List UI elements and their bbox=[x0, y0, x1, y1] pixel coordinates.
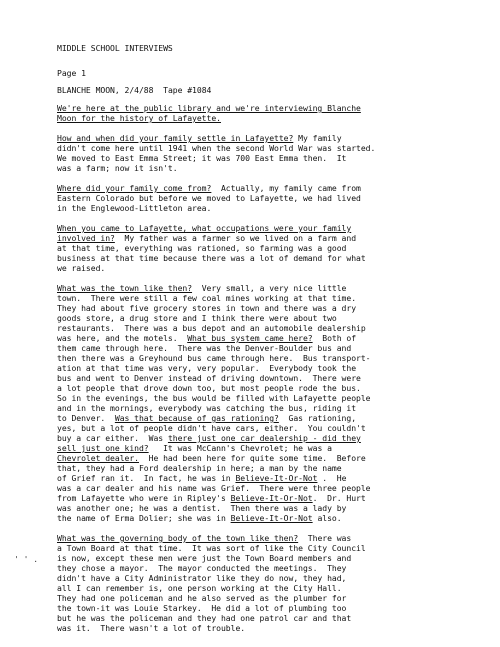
answer-text: buy a car either. Was bbox=[57, 433, 168, 443]
paragraph-line bbox=[57, 413, 356, 423]
paragraph-line bbox=[57, 333, 356, 343]
answer-text: Both of bbox=[312, 333, 357, 343]
paragraph-line: was another one; he was a dentist. Then there was a lady by bbox=[57, 503, 347, 513]
paragraph-line: a lot people that drove down too, but most people rode the bus. bbox=[57, 383, 361, 393]
answer-text: Gas rationing, bbox=[278, 413, 357, 423]
question-text: What was the town like then? bbox=[57, 283, 193, 293]
paragraph-line bbox=[57, 233, 356, 243]
answer-text: also. bbox=[312, 513, 342, 523]
page-number: Page 1 bbox=[57, 68, 86, 78]
question-text: How and when did your family settle in Lafayette? bbox=[57, 133, 294, 143]
paragraph-line bbox=[57, 513, 342, 523]
paragraph-line bbox=[57, 433, 361, 443]
question-text: What was the governing body of the town like then? bbox=[57, 533, 299, 543]
paragraph-line: goods store, a drug store and I think there were about two bbox=[57, 313, 337, 323]
answer-text: My father was a farmer so we lived on a farm and bbox=[114, 233, 357, 243]
paragraph-line: they chose a mayor. The mayor conducted the meetings. They bbox=[57, 563, 347, 573]
paragraph-line bbox=[57, 533, 351, 543]
answer-text: . Dr. Hurt bbox=[312, 493, 366, 503]
answer-text: He had been here for quite some time. Before bbox=[139, 453, 366, 463]
paragraph-line: Eastern Colorado but before we moved to Lafayette, we had lived bbox=[57, 193, 361, 203]
paragraph-line: at that time, everything was rationed, so farming was a good bbox=[57, 243, 347, 253]
paragraph-line: yes, but a lot of people didn't have cars, either. You couldn't bbox=[57, 423, 366, 433]
paragraph-line: ation at that time was very, very popular. Everybody took the bbox=[57, 363, 357, 373]
question-text: there just one car dealership - did they bbox=[167, 433, 361, 443]
answer-text: of Grief ran it. In fact, he was in bbox=[57, 473, 236, 483]
paragraph-line: They had about five grocery stores in town and there was a dry bbox=[57, 303, 357, 313]
paragraph-line bbox=[57, 443, 332, 453]
paragraph-line: was a farm; now it isn't. bbox=[57, 163, 178, 173]
paragraph-line: town. There were still a few coal mines working at that time. bbox=[57, 293, 357, 303]
paragraph-line: in the Englewood-Littleton area. bbox=[57, 203, 212, 213]
paragraph-line: and in the mornings, everybody was catching the bus, riding it bbox=[57, 403, 357, 413]
paragraph-line bbox=[57, 493, 366, 503]
paragraph-line: So in the evenings, the bus would be filled with Lafayette people bbox=[57, 393, 371, 403]
answer-text: to Denver. bbox=[57, 413, 115, 423]
answer-text: It was McCann's Chevrolet; he was a bbox=[148, 443, 332, 453]
paragraph-line bbox=[57, 283, 346, 293]
paragraph-line: business at that time because there was a lot of demand for what bbox=[57, 253, 366, 263]
answer-text: There was bbox=[298, 533, 352, 543]
tape-number: Tape #1084 bbox=[163, 85, 212, 95]
book-title: Believe-It-Or-Not bbox=[230, 493, 313, 503]
paragraph-line: that, they had a Ford dealership in here; a man by the name bbox=[57, 463, 342, 473]
interviewee-date: BLANCHE MOON, 2/4/88 bbox=[57, 85, 154, 95]
paragraph-line: but he was the policeman and they had one patrol car and that bbox=[57, 613, 352, 623]
paragraph-line: We moved to East Emma Street; it was 700 East Emma then. It bbox=[57, 153, 347, 163]
paragraph-line: didn't have a City Administrator like they do now, they had, bbox=[57, 573, 347, 583]
question-text: Was that because of gas rationing? bbox=[114, 413, 279, 423]
paragraph-line: bus and went to Denver instead of driving downtown. There were bbox=[57, 373, 361, 383]
intro-line: Moon for the history of Lafayette. bbox=[57, 113, 221, 123]
answer-text: from Lafayette who were in Ripley's bbox=[57, 493, 231, 503]
paragraph-line: a Town Board at that time. It was sort of like the City Council bbox=[57, 543, 366, 553]
answer-text: was here, and the motels. bbox=[57, 333, 188, 343]
answer-text: Very small, a very nice little bbox=[192, 283, 347, 293]
paragraph-line: them came through here. There was the Denver-Boulder bus and bbox=[57, 343, 352, 353]
paragraph-line bbox=[57, 133, 342, 143]
paragraph-line: didn't come here until 1941 when the second World War was started. bbox=[57, 143, 376, 153]
book-title: Believe-It-Or-Not bbox=[235, 473, 318, 483]
question-text: sell just one kind? bbox=[57, 443, 149, 453]
paragraph-line: the town-it was Louie Starkey. He did a lot of plumbing too bbox=[57, 603, 347, 613]
paragraph-line: was it. There wasn't a lot of trouble. bbox=[57, 623, 246, 633]
paragraph-line: restaurants. There was a bus depot and an automobile dealership bbox=[57, 323, 366, 333]
paragraph-line: was a car dealer and his name was Grief. There were three people bbox=[57, 483, 371, 493]
margin-mark: ' ' . bbox=[14, 555, 39, 564]
answer-text: . He bbox=[317, 473, 347, 483]
interview-meta bbox=[57, 85, 211, 95]
intro-line: We're here at the public library and we're interviewing Blanche bbox=[57, 103, 361, 113]
paragraph-line bbox=[57, 453, 366, 463]
paragraph-line: is now, except these men were just the Town Board members and bbox=[57, 553, 352, 563]
paragraph-line: then there was a Greyhound bus came through here. Bus transport- bbox=[57, 353, 371, 363]
question-text: When you came to Lafayette, what occupations were your family bbox=[57, 223, 352, 233]
paragraph-line: we raised. bbox=[57, 263, 106, 273]
paragraph-line bbox=[57, 183, 361, 193]
answer-text: the name of Erma Dolier; she was in bbox=[57, 513, 231, 523]
document-title: MIDDLE SCHOOL INTERVIEWS bbox=[57, 43, 173, 53]
question-text: Chevrolet dealer. bbox=[57, 453, 139, 463]
question-text: Where did your family come from? bbox=[57, 183, 212, 193]
answer-text: My family bbox=[293, 133, 342, 143]
answer-text: Actually, my family came from bbox=[211, 183, 361, 193]
paragraph-line bbox=[57, 473, 346, 483]
paragraph-line: all I can remember is, one person working at the City Hall. bbox=[57, 583, 342, 593]
question-text: What bus system came here? bbox=[187, 333, 313, 343]
book-title: Believe-It-Or-Not bbox=[230, 513, 313, 523]
question-text: involved in? bbox=[57, 233, 115, 243]
paragraph-line: They had one policeman and he also served as the plumber for bbox=[57, 593, 347, 603]
